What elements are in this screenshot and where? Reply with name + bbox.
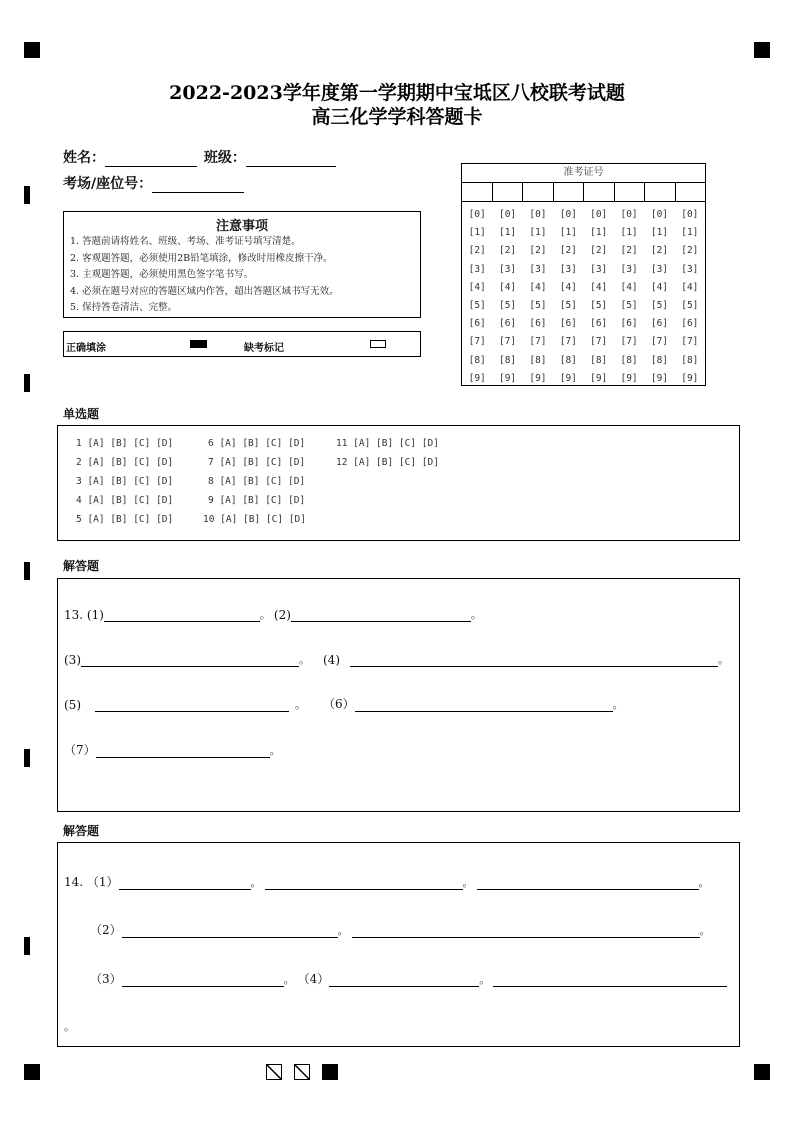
q13-row-1 — [64, 606, 485, 622]
filled-box-mark — [322, 1064, 338, 1080]
notice-item: 2. 客观题答题，必须使用2B铅笔填涂，修改时用橡皮擦干净。 — [70, 252, 333, 264]
digit-bubble[interactable]: [6] — [590, 318, 608, 330]
period: 。 — [470, 608, 482, 621]
digit-bubble[interactable]: [8] — [498, 354, 517, 366]
digit-column — [523, 202, 553, 388]
digit-bubble[interactable]: [8] — [620, 354, 638, 366]
digit-bubble[interactable]: [7] — [559, 336, 577, 348]
q14-row-2 — [90, 921, 714, 938]
q14-part-1-blank-a[interactable] — [119, 877, 251, 890]
seat-field[interactable] — [152, 178, 244, 193]
q14-part-4-blank-a[interactable] — [329, 974, 479, 987]
corner-mark-bottom-left — [24, 1064, 40, 1080]
digit-column — [675, 202, 705, 388]
crossed-box-mark — [294, 1064, 310, 1080]
digit-bubble[interactable]: [1] — [559, 227, 577, 239]
digit-bubble[interactable]: [1] — [590, 227, 608, 239]
q13-part-1-blank[interactable] — [104, 609, 260, 622]
q14-part-3-blank[interactable] — [122, 974, 284, 987]
mcq-item[interactable]: 11 [A] [B] [C] [D] — [336, 438, 439, 449]
period: 。 — [462, 876, 474, 889]
digit-bubble[interactable]: [5] — [498, 300, 517, 312]
period: 。 — [259, 608, 271, 621]
digit-column — [553, 202, 583, 388]
name-class-line — [63, 147, 336, 167]
period: 。 — [250, 876, 262, 889]
digit-bubble[interactable]: [8] — [681, 354, 699, 366]
period: 。 — [699, 924, 711, 937]
digit-write-cell[interactable] — [584, 183, 615, 201]
q13-part-4-label: (4) — [323, 653, 340, 667]
digit-bubble[interactable]: [7] — [498, 336, 517, 348]
digit-bubble[interactable]: [1] — [681, 227, 699, 239]
digit-column — [462, 202, 492, 388]
q14-part-1-blank-c[interactable] — [477, 877, 699, 890]
correct-fill-label: 正确填涂 — [66, 343, 106, 354]
q14-row-4 — [64, 1018, 75, 1034]
q14-part-1-blank-b[interactable] — [265, 877, 463, 890]
q13-part-7-label: （7） — [64, 743, 96, 757]
digit-bubble[interactable]: [8] — [650, 354, 669, 366]
q13-row-4 — [64, 741, 284, 758]
period: 。 — [718, 653, 729, 666]
period: 。 — [295, 698, 306, 711]
q14-part-2-blank-b[interactable] — [352, 925, 700, 938]
period: 。 — [479, 973, 491, 986]
notice-box — [63, 211, 421, 318]
class-label: 班级： — [203, 150, 246, 166]
timing-mark — [24, 749, 30, 767]
digit-bubble[interactable]: [3] — [650, 263, 669, 275]
digit-bubble[interactable]: [4] — [529, 281, 547, 293]
mcq-item[interactable]: 10 [A] [B] [C] [D] — [203, 514, 306, 525]
q13-row-3 — [64, 695, 627, 712]
digit-bubble[interactable]: [0] — [559, 209, 577, 220]
mcq-item[interactable]: 2 [A] [B] [C] [D] — [76, 457, 174, 468]
digit-column — [614, 202, 644, 388]
timing-mark — [24, 937, 30, 955]
admission-number-title: 准考证号 — [462, 164, 705, 183]
digit-bubble[interactable]: [8] — [559, 354, 577, 366]
digit-bubble[interactable]: [6] — [681, 318, 699, 330]
mcq-item[interactable]: 1 [A] [B] [C] [D] — [76, 438, 174, 449]
digit-bubble[interactable]: [2] — [468, 245, 486, 257]
mcq-item[interactable]: 8 [A] [B] [C] [D] — [208, 476, 306, 487]
digit-write-cell[interactable] — [523, 183, 554, 201]
mcq-item[interactable]: 4 [A] [B] [C] [D] — [76, 495, 174, 506]
digit-bubble[interactable]: [5] — [468, 300, 486, 312]
corner-mark-top-right — [754, 42, 770, 58]
digit-bubble[interactable]: [9] — [681, 372, 699, 384]
q13-part-6-blank[interactable] — [355, 699, 613, 712]
digit-bubble[interactable]: [3] — [620, 263, 638, 275]
q13-part-6-label: （6） — [323, 697, 355, 711]
digit-bubble[interactable]: [8] — [529, 354, 547, 366]
period: 。 — [299, 653, 310, 666]
notice-item: 5. 保持答卷清洁、完整。 — [70, 302, 178, 313]
digit-bubble[interactable]: [9] — [620, 372, 638, 384]
q13-part-2-blank[interactable] — [291, 609, 471, 622]
corner-mark-top-left — [24, 42, 40, 58]
mcq-item[interactable]: 12 [A] [B] [C] [D] — [336, 457, 439, 468]
digit-bubble[interactable]: [9] — [498, 372, 517, 384]
digit-bubble[interactable]: [3] — [498, 263, 517, 275]
correct-fill-sample — [190, 340, 207, 348]
digit-bubble[interactable]: [5] — [590, 300, 608, 312]
digit-bubble[interactable]: [2] — [590, 245, 608, 257]
absent-mark-checkbox[interactable] — [370, 340, 386, 348]
digit-bubble[interactable]: [6] — [650, 318, 669, 330]
digit-write-cell[interactable] — [493, 183, 524, 201]
digit-bubble[interactable]: [8] — [590, 354, 608, 366]
digit-bubble[interactable]: [4] — [590, 281, 608, 293]
digit-bubble[interactable]: [3] — [590, 263, 608, 275]
digit-bubble[interactable]: [6] — [468, 318, 486, 330]
digit-bubble[interactable]: [7] — [468, 336, 486, 348]
digit-bubble[interactable]: [5] — [650, 300, 669, 312]
digit-bubble[interactable]: [5] — [559, 300, 577, 312]
mcq-item[interactable]: 3 [A] [B] [C] [D] — [76, 476, 174, 487]
q14-part-2-blank-a[interactable] — [122, 925, 338, 938]
digit-write-cell[interactable] — [615, 183, 646, 201]
digit-bubble[interactable]: [7] — [620, 336, 638, 348]
digit-column — [644, 202, 674, 388]
digit-bubble[interactable]: [4] — [620, 281, 638, 293]
digit-bubble[interactable]: [8] — [468, 354, 486, 366]
q13-part-4-blank[interactable] — [350, 654, 718, 667]
digit-bubble[interactable]: [0] — [620, 209, 638, 220]
digit-bubble[interactable]: [4] — [468, 281, 486, 293]
mcq-item[interactable]: 6 [A] [B] [C] [D] — [208, 438, 306, 449]
digit-bubble[interactable]: [7] — [681, 336, 699, 348]
digit-column — [584, 202, 614, 388]
period: 。 — [698, 876, 710, 889]
digit-bubble[interactable]: [9] — [590, 372, 608, 384]
period: 。 — [337, 924, 349, 937]
digit-bubble[interactable]: [3] — [529, 263, 547, 275]
digit-bubble[interactable]: [2] — [650, 245, 669, 257]
q13-part-5-blank[interactable] — [95, 699, 289, 712]
period: 。 — [612, 698, 624, 711]
q14-part-4-label: （4） — [297, 972, 330, 986]
digit-bubble[interactable]: [6] — [498, 318, 517, 330]
digit-bubble[interactable]: [0] — [468, 209, 486, 220]
digit-bubble[interactable]: [4] — [559, 281, 577, 293]
digit-write-cell[interactable] — [645, 183, 676, 201]
digit-bubble[interactable]: [4] — [498, 281, 517, 293]
digit-bubble[interactable]: [5] — [681, 300, 699, 312]
q13-row-2 — [64, 651, 732, 667]
digit-bubble[interactable]: [4] — [681, 281, 699, 293]
q14-part-2-label: （2） — [90, 923, 122, 937]
page-title: 2022-2023学年度第一学期期中宝坻区八校联考试题 — [169, 82, 625, 104]
seat-line — [63, 173, 244, 193]
digit-bubble[interactable]: [2] — [529, 245, 547, 257]
corner-mark-bottom-right — [754, 1064, 770, 1080]
timing-mark — [24, 562, 30, 580]
q13-part-3-blank[interactable] — [81, 654, 299, 667]
notice-title: 注意事项 — [215, 219, 268, 234]
digit-bubble[interactable]: [5] — [620, 300, 638, 312]
mcq-section-label: 单选题 — [63, 407, 100, 421]
q14-answer-box — [57, 842, 740, 1047]
q14-row-1 — [64, 873, 713, 890]
q13-part-2-label: (2) — [273, 608, 291, 622]
digit-bubble[interactable]: [6] — [529, 318, 547, 330]
mcq-item[interactable]: 5 [A] [B] [C] [D] — [76, 514, 174, 525]
q13-part-5-label: (5) — [64, 698, 81, 712]
name-label: 姓名： — [63, 150, 105, 166]
q14-part-3-label: （3） — [90, 972, 122, 986]
digit-bubble[interactable]: [0] — [681, 209, 699, 220]
digit-bubble[interactable]: [0] — [498, 209, 517, 220]
mcq-item[interactable]: 9 [A] [B] [C] [D] — [208, 495, 306, 506]
digit-bubble[interactable]: [3] — [559, 263, 577, 275]
mcq-item[interactable]: 7 [A] [B] [C] [D] — [208, 457, 306, 468]
q13-part-3-label: (3) — [64, 653, 81, 667]
q14-section-label: 解答题 — [63, 824, 100, 838]
digit-bubble[interactable]: [1] — [468, 227, 486, 239]
admission-number-write-row — [462, 183, 705, 202]
digit-bubble[interactable]: [1] — [650, 227, 669, 239]
q13-part-7-blank[interactable] — [96, 745, 270, 758]
digit-bubble[interactable]: [4] — [650, 281, 669, 293]
digit-bubble[interactable]: [1] — [529, 227, 547, 239]
seat-label: 考场/座位号： — [63, 176, 153, 192]
name-field[interactable] — [105, 152, 197, 167]
digit-bubble[interactable]: [9] — [529, 372, 547, 384]
digit-bubble[interactable]: [7] — [650, 336, 669, 348]
digit-bubble[interactable]: [6] — [559, 318, 577, 330]
notice-item: 4. 必须在题号对应的答题区域内作答，超出答题区域书写无效。 — [70, 285, 339, 297]
digit-bubble[interactable]: [0] — [650, 209, 669, 220]
digit-column — [492, 202, 522, 388]
fill-example-box — [63, 331, 421, 357]
digit-bubble[interactable]: [2] — [681, 245, 699, 257]
digit-bubble[interactable]: [9] — [559, 372, 577, 384]
digit-bubble[interactable]: [6] — [620, 318, 638, 330]
digit-write-cell[interactable] — [462, 183, 493, 201]
q13-part-1-label: 13. (1) — [64, 608, 104, 622]
digit-bubble[interactable]: [7] — [590, 336, 608, 348]
notice-item: 1. 答题前请将姓名、班级、考场、准考证号填写清楚。 — [70, 236, 301, 247]
page-subtitle: 高三化学学科答题卡 — [311, 106, 483, 128]
digit-bubble[interactable]: [1] — [620, 227, 638, 239]
digit-bubble[interactable]: [9] — [650, 372, 669, 384]
class-field[interactable] — [246, 152, 336, 167]
notice-item: 3. 主观题答题，必须使用黑色签字笔书写。 — [70, 269, 254, 280]
q14-row-3 — [90, 970, 727, 987]
timing-mark — [24, 374, 30, 392]
q14-part-1-label: 14. （1） — [64, 875, 119, 889]
admission-number-grid — [461, 163, 706, 386]
period: 。 — [283, 973, 295, 986]
digit-bubble[interactable]: [9] — [468, 372, 486, 384]
digit-bubble[interactable]: [3] — [468, 263, 486, 275]
digit-bubble[interactable]: [1] — [498, 227, 517, 239]
digit-bubble-grid — [462, 202, 705, 388]
period: 。 — [64, 1020, 75, 1033]
q13-section-label: 解答题 — [63, 559, 100, 573]
mcq-answer-box — [57, 425, 740, 541]
period: 。 — [269, 744, 281, 757]
digit-bubble[interactable]: [7] — [529, 336, 547, 348]
absent-mark-label: 缺考标记 — [244, 343, 284, 354]
digit-bubble[interactable]: [2] — [620, 245, 638, 257]
digit-bubble[interactable]: [2] — [559, 245, 577, 257]
digit-bubble[interactable]: [3] — [681, 263, 699, 275]
digit-bubble[interactable]: [2] — [498, 245, 517, 257]
digit-write-cell[interactable] — [554, 183, 585, 201]
digit-write-cell[interactable] — [676, 183, 706, 201]
digit-bubble[interactable]: [5] — [529, 300, 547, 312]
digit-bubble[interactable]: [0] — [590, 209, 608, 220]
q14-part-4-blank-b[interactable] — [493, 974, 727, 987]
timing-mark — [24, 186, 30, 204]
crossed-box-mark — [266, 1064, 282, 1080]
digit-bubble[interactable]: [0] — [529, 209, 547, 220]
q13-answer-box — [57, 578, 740, 812]
